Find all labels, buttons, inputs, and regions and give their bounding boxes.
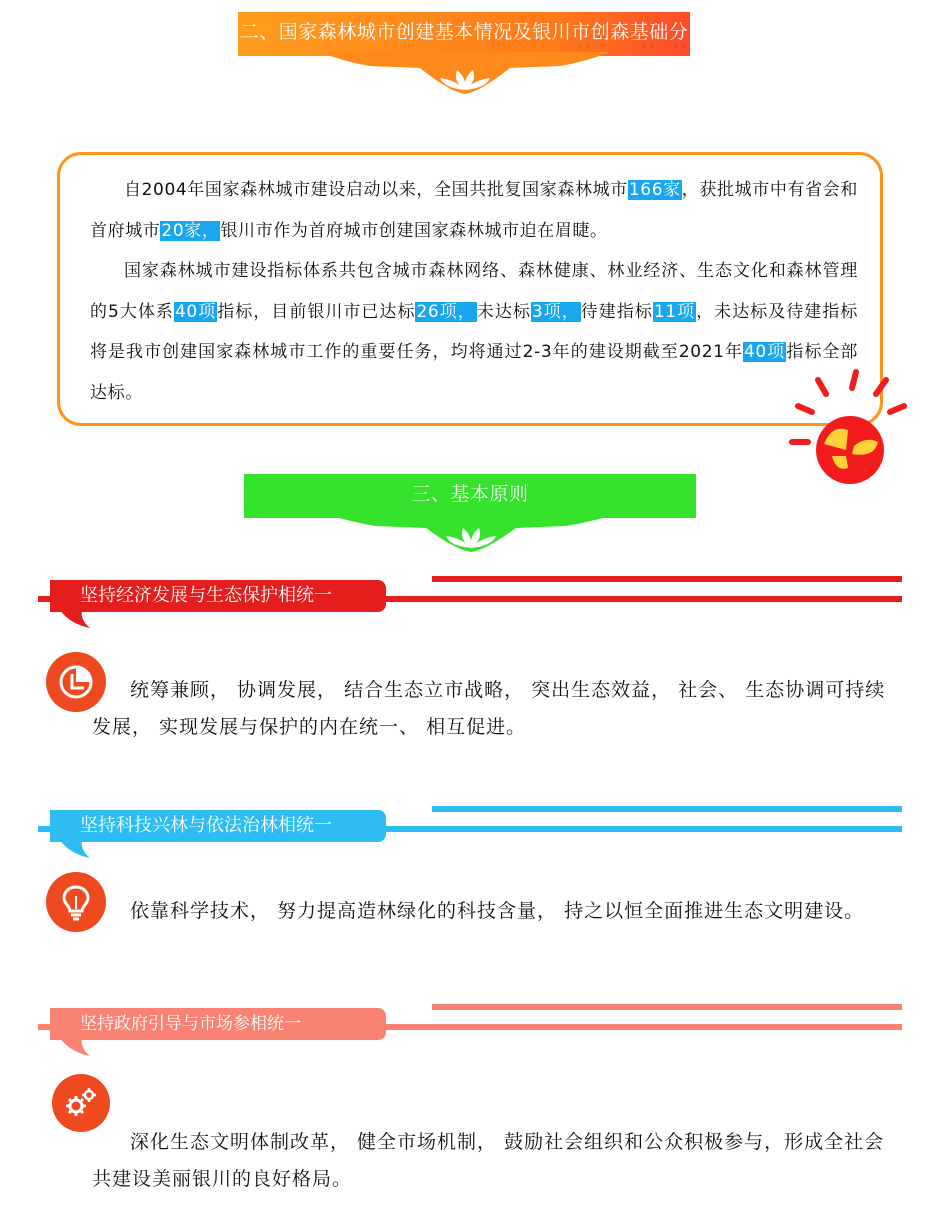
principle-text-1: 统筹兼顾， 协调发展， 结合生态立市战略， 突出生态效益， 社会、 生态协调可持续发展， 实现发展与保护的内在统一、 相互促进。: [92, 679, 886, 738]
principle-text-2: 依靠科学技术， 努力提高造林绿化的科技含量， 持之以恒全面推进生态文明建设。: [130, 900, 865, 922]
decor-line: [432, 576, 902, 582]
principle-body-3: [92, 1124, 888, 1198]
highlight-count: 40项: [744, 342, 786, 362]
highlight-count: 3项，: [531, 301, 580, 322]
banner-ribbon-tail: [326, 514, 616, 554]
highlight-count: 26项，: [416, 301, 476, 322]
intro-text: 指标全部达标。: [90, 342, 858, 403]
highlight-count: 20家，: [161, 220, 220, 241]
principle-body-2: [92, 893, 888, 930]
intro-text: 未达标: [476, 301, 531, 322]
gears-icon: [61, 1083, 101, 1123]
intro-text: ，未达标及待建指标将是我市创建国家森林城市工作的重要任务，均将通过2-3年的建设期截至2021年: [90, 301, 858, 362]
principle-tag-1: 坚持经济发展与生态保护相统一: [50, 580, 386, 612]
banner-ribbon-tail: [320, 52, 610, 96]
principle-tag-2: 坚持科技兴林与依法治林相统一: [50, 810, 386, 842]
principle-body-1: [92, 672, 888, 746]
lightbulb-icon: [56, 882, 96, 922]
tag-tail: [60, 1038, 94, 1058]
intro-paragraph-2: [60, 251, 880, 413]
tag-tail: [60, 840, 94, 860]
highlight-count: 40项: [174, 301, 217, 322]
tag-tail: [60, 610, 94, 630]
principle-tag-3: 坚持政府引导与市场参相统一: [50, 1008, 386, 1040]
intro-text: 待建指标: [580, 301, 653, 322]
decor-line: [432, 1004, 902, 1010]
alarm-light-icon: [786, 366, 910, 488]
intro-paragraph-1: [60, 170, 880, 251]
principle-text-3: 深化生态文明体制改革， 健全市场机制， 鼓励社会组织和公众积极参与，形成全社会共建设美丽银川的良好格局。: [92, 1131, 885, 1190]
highlight-count: 166家: [628, 180, 681, 200]
pie-chart-icon: [56, 662, 96, 702]
intro-text: 指标，目前银川市已达标: [217, 301, 416, 322]
decor-line: [432, 806, 902, 812]
intro-text: ，获批城市中有省会和首府城市: [90, 180, 859, 241]
section-2-banner: [238, 12, 690, 56]
intro-text: 银川市作为首府城市创建国家森林城市迫在眉睫。: [220, 220, 608, 241]
section-3-title: 三、基本原则: [411, 483, 529, 505]
intro-text-box: [57, 152, 883, 426]
section-3-banner: [244, 474, 696, 518]
intro-text: 国家森林城市建设指标体系共包含城市森林网络、森林健康、林业经济、生态文化和森林管理的5大体系: [90, 261, 858, 322]
intro-text: 自2004年国家森林城市建设启动以来，全国共批复国家森林城市: [124, 180, 628, 200]
highlight-count: 11项: [653, 301, 696, 322]
section-2-title: 二、国家森林城市创建基本情况及银川市创森基础分: [239, 21, 689, 43]
